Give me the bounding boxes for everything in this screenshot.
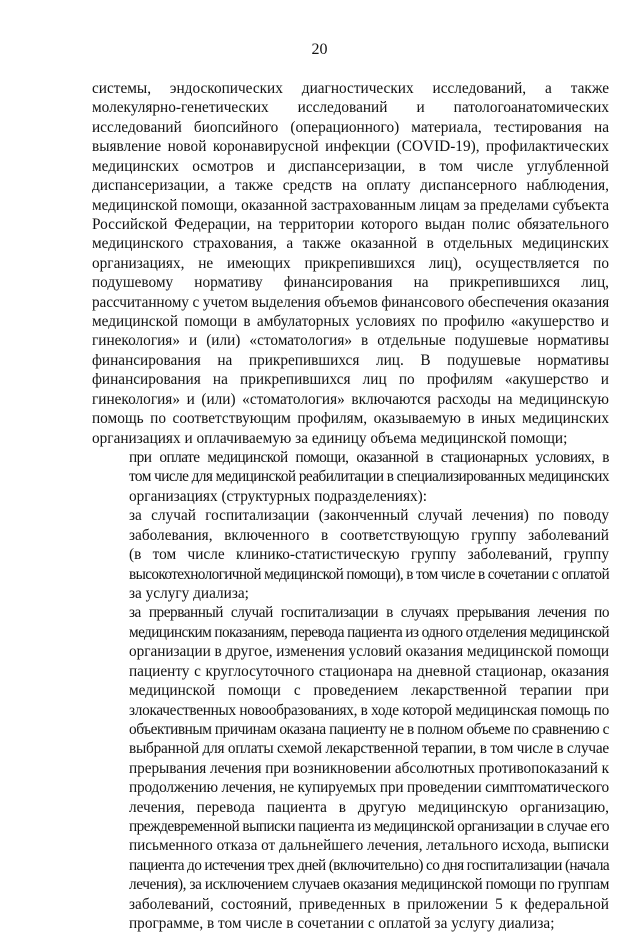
text-line: за случай госпитализации (законченный случай лечения) по поводу (129, 507, 609, 525)
text-line: помощь по соответствующим профилям, оказываемую в иных медицинских (92, 410, 609, 428)
text-line: том числе для медицинской реабилитации в специализированных медицинских (129, 468, 610, 486)
text-line: письменного отказа от дальнейшего лечения, летального исхода, выписки (129, 837, 609, 855)
text-line: медицинской помощи в амбулаторных условиях по профилю «акушерство и (92, 313, 609, 331)
text-line: медицинским показаниям, перевода пациента из одного отделения медицинской (129, 623, 609, 641)
text-line: финансирования на прикрепившихся лиц по профилям «акушерство и (92, 371, 609, 389)
text-line: Российской Федерации, на территории которого выдан полис обязательного (92, 215, 609, 233)
text-line: высокотехнологичной медицинской помощи), в том числе в сочетании с оплатой (129, 565, 609, 583)
text-line: исследований биопсийного (операционного) материала, тестирования на (92, 118, 609, 136)
paragraph (92, 79, 609, 448)
text-line: молекулярно-генетических исследований и патологоанатомических (92, 99, 609, 117)
text-line: организациях (структурных подразделениях): (129, 487, 428, 505)
text-line: гинекология» и (или) «стоматология» в отдельные подушевые нормативы (92, 332, 609, 350)
text-line: продолжению лечения, не купируемых при проведении симптоматического (129, 779, 609, 797)
text-line: выбранной для оплаты схемой лекарственной терапии, в том числе в случае (129, 740, 609, 758)
text-line: организациях и оплачиваемую за единицу объема медицинской помощи; (92, 429, 568, 447)
document-body (92, 79, 609, 934)
text-line: финансирования на прикрепившихся лиц. В подушевые нормативы (92, 351, 609, 369)
paragraph (92, 506, 609, 603)
text-line: рассчитанному с учетом выделения объемов финансового обеспечения оказания (92, 293, 609, 311)
text-line: лечения), за исключением случаев оказания медицинской помощи по группам (129, 876, 610, 894)
text-line: пациента до истечения трех дней (включительно) со дня госпитализации (начала (129, 856, 609, 874)
text-line: медицинской помощи с проведением лекарственной терапии при (129, 682, 609, 700)
text-line: гинекология» и (или) «стоматология» включаются расходы на медицинскую (92, 390, 609, 408)
text-line: прерывания лечения при возникновении абсолютных противопоказаний к (129, 759, 609, 777)
text-line: заболеваний, состояний, приведенных в приложении 5 к федеральной (129, 895, 609, 913)
text-line: организации в другое, изменения условий оказания медицинской помощи (129, 643, 609, 661)
text-line: системы, эндоскопических диагностических исследований, а также (92, 80, 609, 97)
text-line: выявление новой коронавирусной инфекции (COVID-19), профилактических (92, 138, 609, 156)
page-number: 20 (311, 41, 328, 58)
text-line: лечения, перевода пациента в другую медицинскую организацию, (129, 798, 609, 816)
paragraph (92, 603, 609, 933)
text-line: объективным причинам оказана пациенту не в полном объеме по сравнению с (129, 720, 609, 738)
text-line: программе, в том числе в сочетании с оплатой за услугу диализа; (129, 915, 555, 933)
text-line: диспансеризации, а также средств на оплату диспансерного наблюдения, (92, 177, 609, 195)
text-line: за прерванный случай госпитализации в случаях прерывания лечения по (129, 604, 609, 622)
text-line: при оплате медицинской помощи, оказанной в стационарных условиях, в (129, 449, 609, 467)
text-line: медицинского страхования, а также оказанной в отдельных медицинских (92, 235, 609, 253)
text-line: медицинской помощи, оказанной застрахованным лицам за пределами субъекта (92, 196, 609, 214)
text-line: медицинских осмотров и диспансеризации, в том числе углубленной (92, 157, 609, 175)
paragraph (92, 448, 609, 506)
text-line: преждевременной выписки пациента из медицинской организации в случае его (129, 818, 609, 836)
text-line: организациях, не имеющих прикрепившихся лиц), осуществляется по (92, 254, 609, 272)
text-line: злокачественных новообразованиях, в ходе которой медицинская помощь по (129, 701, 609, 719)
text-line: (в том числе клинико-статистическую группу заболеваний, группу (129, 546, 609, 564)
text-line: подушевому нормативу финансирования на прикрепившихся лиц, (92, 274, 609, 292)
text-line: пациенту с круглосуточного стационара на дневной стационар, оказания (129, 662, 609, 680)
text-line: за услугу диализа; (129, 584, 249, 602)
text-line: заболевания, включенного в соответствующую группу заболеваний (129, 526, 609, 544)
